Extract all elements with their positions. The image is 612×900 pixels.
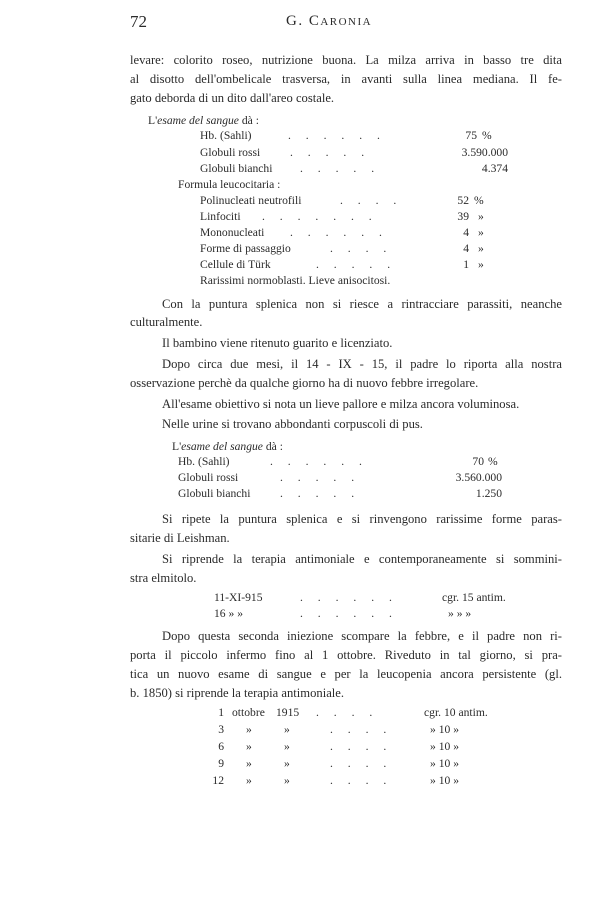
leader-dots: . . . . . — [280, 487, 361, 500]
leader-dots: . . . . . . — [300, 607, 398, 620]
dose-day: 3 — [218, 723, 224, 736]
dose-amount: » 10 » — [430, 757, 459, 770]
leader-dots: . . . . . — [280, 471, 361, 484]
row-value: 52 — [457, 194, 469, 207]
dose-month: » — [246, 757, 252, 770]
blood-exam-intro: L'esame del sangue dà : — [172, 440, 283, 453]
dose-date: 16 » » — [214, 607, 243, 620]
row-value: 75 — [465, 129, 477, 142]
row-unit: » — [478, 210, 484, 223]
row-label: Forme di passaggio — [200, 242, 291, 255]
paragraph-line: Si riprende la terapia antimoniale e contemporaneamente si sommini- — [162, 552, 562, 566]
leader-dots: . . . . . . — [300, 591, 398, 604]
leader-dots: . . . . — [340, 194, 403, 207]
paragraph-line: Dopo circa due mesi, il 14 - IX - 15, il padre lo riporta alla nostra — [162, 357, 562, 371]
row-unit: » — [478, 242, 484, 255]
row-value: 3.590.000 — [461, 146, 508, 159]
dose-amount: » 10 » — [430, 723, 459, 736]
row-label: Mononucleati — [200, 226, 265, 239]
formula-heading: Formula leucocitaria : — [178, 178, 281, 191]
leader-dots: . . . . . — [290, 146, 371, 159]
paragraph-line: porta il piccolo infermo fino al 1 ottobre. Riveduto in tal giorno, si pra- — [130, 648, 562, 662]
dose-day: 6 — [218, 740, 224, 753]
row-unit: % — [482, 129, 492, 142]
leader-dots: . . . . — [330, 757, 393, 770]
paragraph-line: osservazione perchè da qualche giorno ha di nuovo febbre irregolare. — [130, 376, 479, 390]
dose-year: » — [284, 757, 290, 770]
row-value: 1.250 — [475, 487, 502, 500]
blood-exam-note: Rarissimi normoblasti. Lieve anisocitosi. — [200, 274, 391, 287]
row-unit: % — [474, 194, 484, 207]
row-unit: » — [478, 258, 484, 271]
leader-dots: . . . . . — [300, 162, 381, 175]
dose-amount: cgr. 15 antim. — [442, 591, 506, 604]
row-value: 70 — [472, 455, 484, 468]
row-label: Linfociti — [200, 210, 241, 223]
row-unit: % — [488, 455, 498, 468]
leader-dots: . . . . . . — [288, 129, 386, 142]
row-label: Globuli bianchi — [178, 487, 251, 500]
leader-dots: . . . . — [330, 774, 393, 787]
row-value: 4.374 — [481, 162, 508, 175]
leader-dots: . . . . . . — [290, 226, 388, 239]
dose-amount: » 10 » — [430, 774, 459, 787]
paragraph-line: tica un nuovo esame di sangue e per la leucopenia ancora persistente (gl. — [130, 667, 562, 681]
paragraph-line: Con la puntura splenica non si riesce a rintracciare parassiti, neanche — [162, 297, 562, 311]
leader-dots: . . . . . . — [270, 455, 368, 468]
dose-year: » — [284, 723, 290, 736]
row-label: Globuli bianchi — [200, 162, 273, 175]
paragraph-line: b. 1850) si riprende la terapia antimoniale. — [130, 686, 345, 700]
row-label: Globuli rossi — [200, 146, 261, 159]
dose-year: » — [284, 740, 290, 753]
paragraph-line: stra elmitolo. — [130, 571, 197, 585]
dose-month: » — [246, 740, 252, 753]
row-unit: » — [478, 226, 484, 239]
leader-dots: . . . . . — [316, 258, 397, 271]
row-value: 3.560.000 — [455, 471, 502, 484]
paragraph-line: Si ripete la puntura splenica e si rinvengono rarissime forme paras- — [162, 512, 562, 526]
dose-month: » — [246, 723, 252, 736]
running-title: G. Caronia — [286, 13, 373, 29]
dose-date: 11-XI-915 — [214, 591, 263, 604]
paragraph-line: sitarie di Leishman. — [130, 531, 230, 545]
row-label: Hb. (Sahli) — [178, 455, 230, 468]
row-value: 4 — [463, 226, 469, 239]
dose-year: 1915 — [276, 706, 300, 719]
dose-day: 1 — [218, 706, 224, 719]
leader-dots: . . . . — [330, 242, 393, 255]
row-value: 1 — [463, 258, 469, 271]
paragraph-line: Dopo questa seconda iniezione scompare la febbre, e il padre non ri- — [162, 629, 562, 643]
leader-dots: . . . . — [330, 740, 393, 753]
leader-dots: . . . . — [316, 706, 379, 719]
dose-day: 9 — [218, 757, 224, 770]
dose-amount: cgr. 10 antim. — [424, 706, 488, 719]
row-value: 4 — [463, 242, 469, 255]
dose-amount: » » » — [448, 607, 472, 620]
paragraph-line: Nelle urine si trovano abbondanti corpuscoli di pus. — [162, 417, 423, 431]
blood-exam-intro: L'esame del sangue dà : — [148, 114, 259, 127]
paragraph-line: All'esame obiettivo si nota un lieve pallore e milza ancora voluminosa. — [162, 397, 520, 411]
paragraph-line: levare: colorito roseo, nutrizione buona. La milza arriva in basso tre dita — [130, 53, 562, 67]
page-number: 72 — [130, 12, 147, 31]
dose-day: 12 — [212, 774, 224, 787]
leader-dots: . . . . . . . — [262, 210, 378, 223]
row-label: Cellule di Türk — [200, 258, 271, 271]
dose-amount: » 10 » — [430, 740, 459, 753]
paragraph-line: Il bambino viene ritenuto guarito e licenziato. — [162, 336, 393, 350]
paragraph-line: al disotto dell'ombelicale trasversa, in avanti sulla linea mediana. Il fe- — [130, 72, 562, 86]
paragraph-line: gato deborda di un dito dall'areo costale. — [130, 91, 335, 105]
row-value: 39 — [457, 210, 469, 223]
dose-month: » — [246, 774, 252, 787]
running-header — [0, 12, 612, 34]
row-label: Hb. (Sahli) — [200, 129, 252, 142]
row-label: Globuli rossi — [178, 471, 239, 484]
paragraph-line: culturalmente. — [130, 315, 203, 329]
dose-year: » — [284, 774, 290, 787]
dose-month: ottobre — [232, 706, 265, 719]
leader-dots: . . . . — [330, 723, 393, 736]
row-label: Polinucleati neutrofili — [200, 194, 302, 207]
